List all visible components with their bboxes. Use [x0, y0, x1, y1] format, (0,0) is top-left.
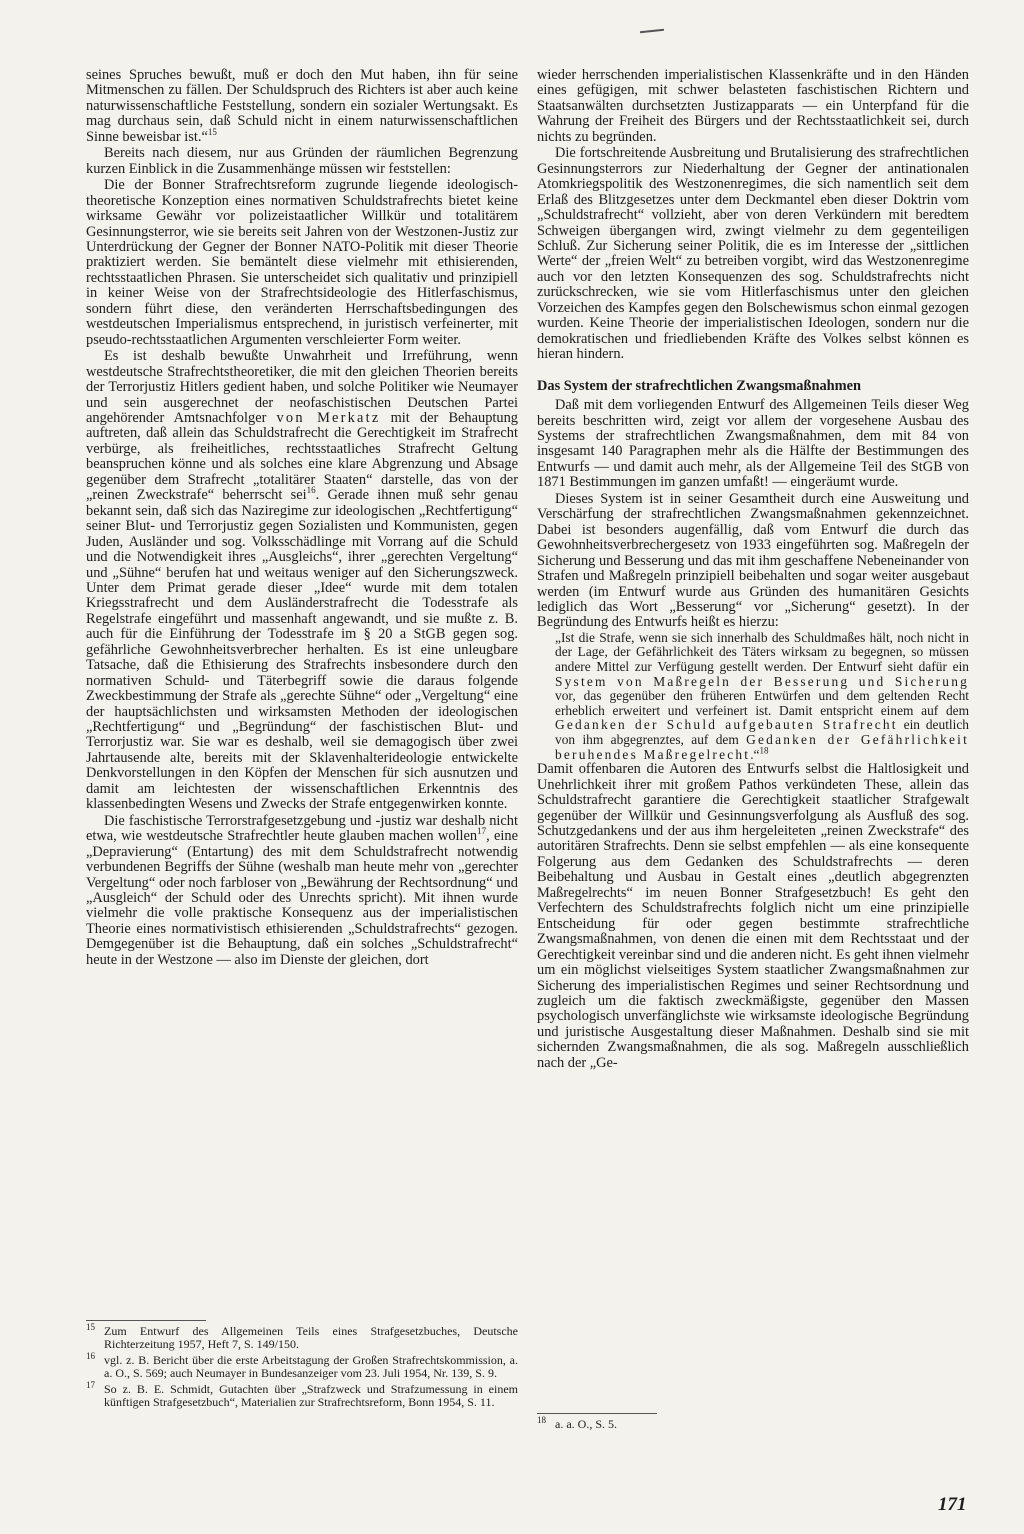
paragraph: Daß mit dem vorliegenden Entwurf des Allgemeinen Teils dieser Weg bereits beschritten wird, zeigt vor allem der vorgesehene Ausbau des Systems der strafrechtlichen Zwangsmaßnahmen, dem mit 84 von insgesamt 140 Paragraphen mehr als die Hälfte der Bestimmungen des Entwurfs — und damit auch mehr, als der Allgemeine Teil des StGB von 1871 Bestimmungen im ganzen umfaßt! — eingeräumt wurde.	[537, 397, 969, 491]
paragraph: Bereits nach diesem, nur aus Gründen der räumlichen Begrenzung kurzen Einblick in die Zusammenhänge müssen wir feststellen:	[86, 145, 518, 177]
scan-mark	[640, 29, 664, 33]
paragraph: Die der Bonner Strafrechtsreform zugrunde liegende ideologisch-theoretische Konzeption eines normativen Schuldstrafrechts bietet keine wirksame Gewähr vor polizeistaatlicher Willkür und totalitärem Gesinnungsterror, wie sie bereits seit Jahren von der Westzonen-Justiz zur Unterdrückung der Gegner der Bonner NATO-Politik mit dieser Theorie praktiziert werden. Sie bemäntelt diese vielmehr mit ethisierenden, rechtsstaatlichen Phrasen. Sie unterscheidet sich qualitativ und prinzipiell in keiner Weise von der Strafrechtsideologie des Hitlerfaschismus, sondern führt diese, den veränderten Herrschaftsbedingungen des westdeutschen Imperialismus entsprechend, in juristisch verfeinerter, mit pseudo-rechtsstaatlichen Argumenten verschleierter Form weiter.	[86, 177, 518, 348]
spaced-name: von Merkatz	[276, 409, 381, 426]
footnote-divider	[86, 1320, 206, 1321]
left-column	[86, 68, 518, 968]
right-footnotes	[537, 1415, 969, 1433]
paragraph: Die fortschreitende Ausbreitung und Brutalisierung des strafrechtlichen Gesinnungsterrors zur Niederhaltung der Gegner der antinationalen Atomkriegspolitik des Westzonenregimes, die sich namentlich seit dem Erlaß des Blitzgesetzes unter dem Deckmantel eben dieser Doktrin vom „Schuldstrafrecht“ vollzieht, aber von deren Verkündern mit beredtem Schweigen übergangen wird, zwingt vielmehr zu dem gegenteiligen Schluß. Zur Sicherung seiner Politik, die es im Interesse der „sittlichen Werte“ der „freien Welt“ zu betreiben vorgibt, wird das Westzonenregime auch vor den letzten Konsequenzen des sog. Schuldstrafrechts nicht zurückschrecken, wie sie vom Hitlerfaschismus unter den gleichen Vorzeichen des Kampfes gegen den Bolschewismus schon einmal gezogen wurden. Keine Theorie der imperialistischen Ideologen, sondern nur die demokratischen und friedliebenden Kräfte des Volkes selbst können es hieran hindern.	[537, 145, 969, 363]
footnote-divider	[537, 1413, 657, 1414]
paragraph: Damit offenbaren die Autoren des Entwurfs selbst die Haltlosigkeit und Unehrlichkeit ihrer mit großem Pathos verkündeten These, allein das Schuldstrafrecht garantiere die Gerechtigkeit staatlicher Strafgewalt gegenüber der Willkür und Gesinnungsverfolgung als Ausfluß des sog. Schutzgedankens und der aus ihm hergeleiteten „reinen Zweckstrafe“ des autoritären Strafrechts. Denn sie selbst empfehlen — als eine konsequente Folgerung aus dem Gedanken des Schuldstrafrechts — deren Beibehaltung und Ausbau in Gestalt eines „deutlich abgegrenzten Maßregelrechts“ im neuen Bonner Strafgesetzbuch! Es geht den Verfechtern des Schuldstrafrechts folglich nicht um eine prinzipielle Entscheidung für oder gegen bestimmte strafrechtliche Zwangsmaßnahmen, von denen die einen mit dem Rechtsstaat und der Gerechtigkeit vereinbar sind und die anderen nicht. Es geht ihnen vielmehr um ein möglichst vielseitiges System staatlicher Zwangsmaßnahmen zur Sicherung des imperialistischen Regimes und seiner Rechtsordnung und zugleich um die faktisch zweckmäßigste, gegenüber den Massen psychologisch unverfänglichste wie wirksamste ideologische Begründung und juristische Ausgestaltung dieser Maßnahmen. Deshalb sind sie mit sichernden Zwangsmaßnahmen, die als sog. Maßregeln ausschließlich nach der „Ge-	[537, 761, 969, 1071]
footnote: 17 So z. B. E. Schmidt, Gutachten über „Strafzweck und Strafzumessung in einem künftigen Strafgesetzbuch“, Materialien zur Strafrechtsreform, Bonn 1954, S. 11.	[86, 1379, 518, 1410]
paragraph: Es ist deshalb bewußte Unwahrheit und Irreführung, wenn westdeutsche Strafrechtstheoretiker, die mit den gleichen Theorien bereits der Terrorjustiz Hitlers gedient haben, und solche Politiker wie Neumayer und sein ausgerechnet der neofaschistischen Deutschen Partei angehörender Amtsnachfolger von Merkatz mit der Behauptung auftreten, daß allein das Schuldstrafrecht die Gerechtigkeit im Strafrecht verbürge, als freiheitliches, rechtsstaatliches Strafrecht Geltung beanspruchen könne und als solches eine klare Abgrenzung und Absage gegenüber dem Strafrecht „totalitärer Staaten“ darstelle, das von der „reinen Zweckstrafe“ beherrscht sei$^{16}$. Gerade ihnen muß sehr genau bekannt sein, daß sich das Naziregime zur ideologischen „Rechtfertigung“ seiner Blut- und Terrorjustiz gegen Sozialisten und Kommunisten, gegen Juden, Ausländer und sog. Volksschädlinge mit Vorrang auf die Schuld und die Notwendigkeit ihres „Ausgleichs“, ihrer „gerechten Vergeltung“ und „Sühne“ berufen hat und weitaus weniger auf den Sicherungszweck. Unter dem Primat gerade dieser „Idee“ wurde mit dem totalen Kriegsstrafrecht und dem Ausländerstrafrecht die Todesstrafe als Regelstrafe eingeführt und massenhaft angewandt, und sie mußte z. B. auch für die Einführung der Todesstrafe im § 20 a StGB gegen sog. gefährliche Gewohnheitsverbrecher herhalten. Es ist eine unleugbare Tatsache, daß die Ethisierung des Strafrechts insbesondere durch den normativen Schuld- und Täterbegriff sowie die daraus folgende Zweckbestimmung der Strafe als „gerechte Sühne“ oder „Vergeltung“ eine der hauptsächlichsten und wirksamsten Methoden der ideologischen „Rechtfertigung“ und „Begründung“ der faschistischen Blut- und Terrorjustiz war. Sie war es deshalb, weil sie demagogisch über zwei Jahrtausende alte, bereits mit der Sklavenhalterideologie entwickelte Denkvorstellungen in den Köpfen der Menschen für sich ausnutzen und damit am leichtesten der wissenschaftlichen Erkenntnis des klassenbedingten Wesens und Zwecks der Strafe entgegenwirken konnte.	[86, 348, 518, 813]
footnote: 15 Zum Entwurf des Allgemeinen Teils eines Strafgesetzbuches, Deutsche Richterzeitung 1957, Heft 7, S. 149/150.	[86, 1322, 518, 1352]
section-heading: Das System der strafrechtlichen Zwangsmaßnahmen	[537, 377, 862, 394]
footnote-ref[interactable]: 17	[477, 826, 487, 837]
paragraph: seines Spruches bewußt, muß er doch den Mut haben, ihn für seine Mitmenschen zu fällen. Der Schuldspruch des Richters ist aber auch keine naturwissenschaftliche Feststellung, sondern ein sozialer Wertungsakt. Es mag durchaus sein, daß Schuld nicht in einem naturwissenschaftlichen Sinne beweisbar ist.“$^{15}$	[86, 67, 518, 145]
footnote: 18 a. a. O., S. 5.	[537, 1415, 617, 1431]
footnote: 16 vgl. z. B. Bericht über die erste Arbeitstagung der Großen Strafrechtskommission, a. a. O., S. 569; auch Neumayer in Bundesanzeiger vom 23. Juli 1954, Nr. 139, S. 9.	[86, 1350, 518, 1381]
block-quote	[555, 631, 969, 762]
page-number: 171	[938, 1494, 967, 1515]
footnote-ref[interactable]: 15	[207, 127, 217, 138]
paragraph: Dieses System ist in seiner Gesamtheit durch eine Ausweitung und Verschärfung der strafrechtlichen Zwangsmaßnahmen gekennzeichnet. Dabei ist besonders augenfällig, daß vom Entwurf die durch das Gewohnheitsverbrechergesetz von 1933 eingeführten sog. Maßregeln der Sicherung und Besserung und das mit ihm geschaffene Nebeneinander von Strafen und Maßregeln prinzipiell beibehalten und sogar weiter ausgebaut werden (im Entwurf wurde aus Gründen des humanitären Gesichts lediglich das Wort „Besserung“ vor „Sicherung“ gesetzt). In der Begründung des Entwurfs heißt es hierzu:	[537, 490, 969, 631]
quote-text: „Ist die Strafe, wenn sie sich innerhalb des Schuldmaßes hält, noch nicht in der Lage, der Gefährlichkeit des Täters wirksam zu begegnen, so müssen andere Mittel zur Verfügung gestellt werden. Der Entwurf sieht dafür ein System von Maßregeln der Besserung und Sicherung vor, das gegenüber den früheren Entwürfen und dem geltenden Recht erheblich erweitert und verfeinert ist. Damit entspricht einem auf dem Gedanken der Schuld aufgebauten Strafrecht ein deutlich von ihm abgegrenztes, auf dem Gedanken der Gefährlichkeit beruhendes Maßregelrecht.“$^{18}$	[555, 629, 969, 762]
footnote-ref[interactable]: 18	[759, 745, 769, 756]
paragraph: wieder herrschenden imperialistischen Klassenkräfte und in den Händen eines gefügigen, mit schwer belasteten faschistischen Richtern und Staatsanwälten durchsetzten Justizapparats — ein Unterpfand für die Wahrung der Freiheit des Bürgers und der Rechtsstaatlichkeit sei, durch nichts zu begründen.	[537, 67, 969, 145]
paragraph: Die faschistische Terrorstrafgesetzgebung und -justiz war deshalb nicht etwa, wie westdeutsche Strafrechtler heute glauben machen wollen$^{17}$, eine „Depravierung“ (Entartung) des mit dem Schuldstrafrecht notwendig verbundenen Begriffs der Sühne (weshalb man heute mehr von „gerechter Vergeltung“ oder noch farbloser von „Bewährung der Rechtsordnung“ und „Ausgleich“ der Schuld oder des Unrechts spricht). Mit ihnen wurde vielmehr die volle praktische Konsequenz aus der imperialistischen Theorie eines normativistisch ethisierenden „Schuldstrafrechts“ gezogen. Demgegenüber ist die Behauptung, daß ein solches „Schuldstrafrecht“ heute in der Westzone — also im Dienste der gleichen, dort	[86, 812, 518, 968]
left-footnotes	[86, 1322, 518, 1411]
footnote-ref[interactable]: 16	[306, 485, 316, 496]
right-column	[537, 68, 969, 1071]
